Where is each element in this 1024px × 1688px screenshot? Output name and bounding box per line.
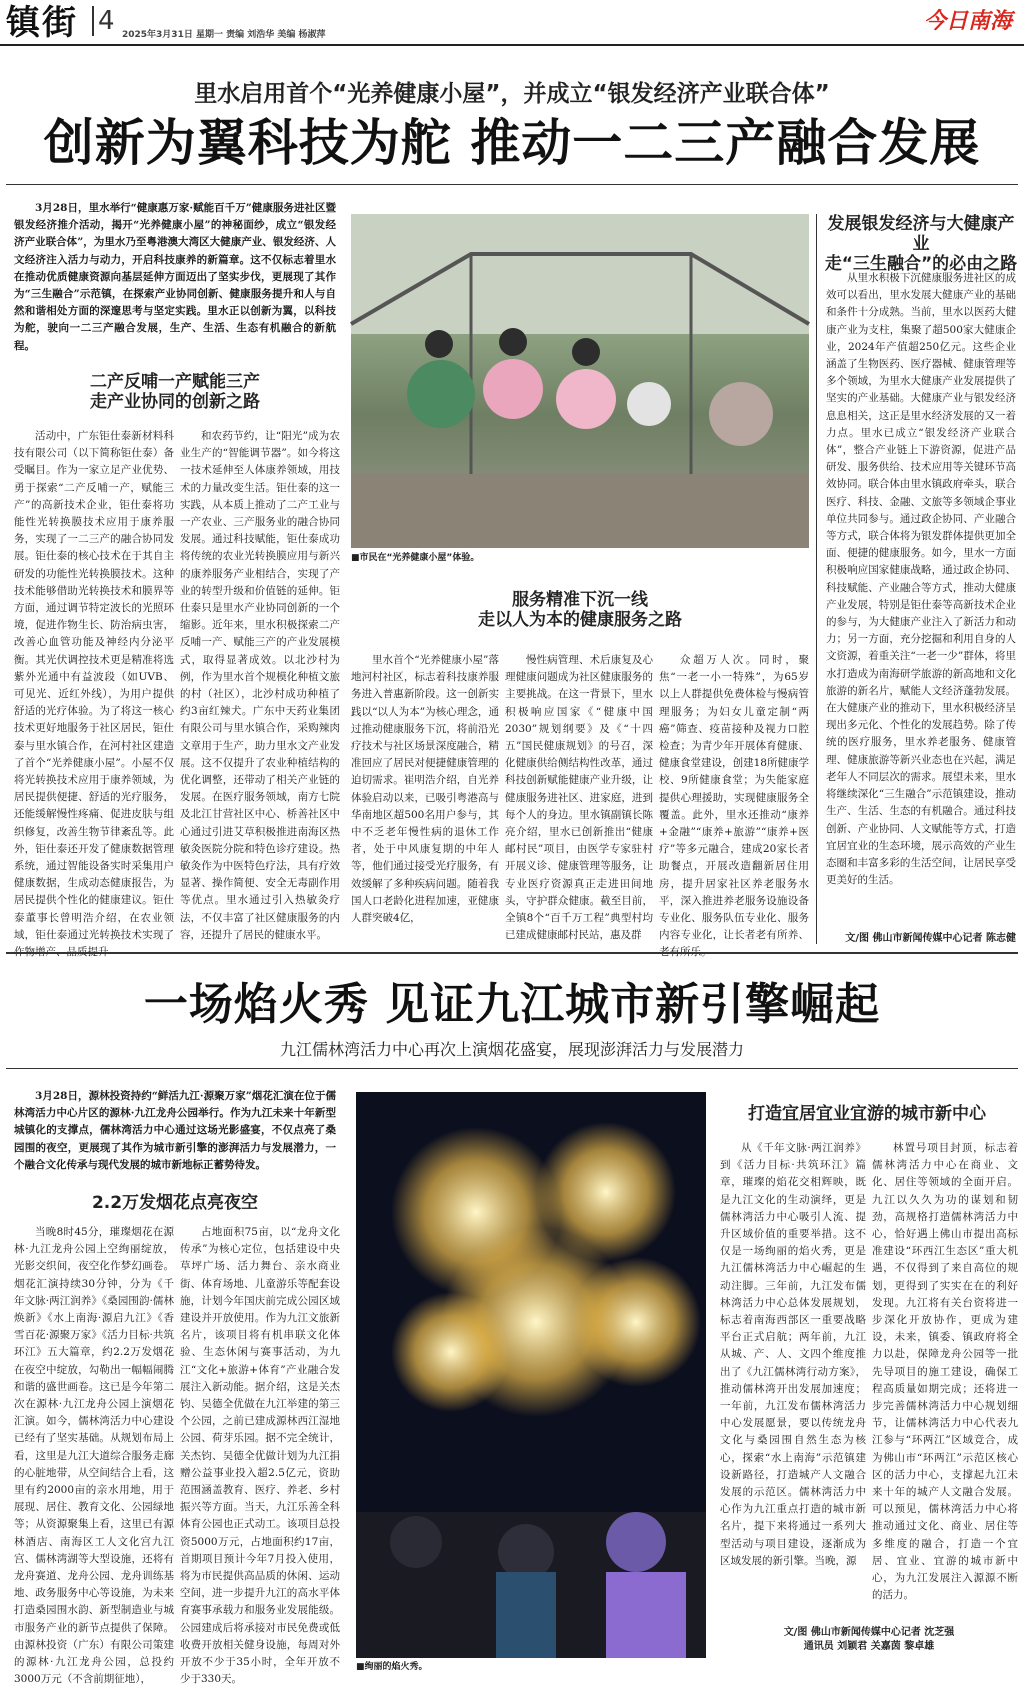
story2-kicker: 九江儒林湾活力中心再次上演烟花盛宴，展现澎湃活力与发展潜力: [279, 1040, 744, 1059]
story2-subhead-2: 打造宜居宜业宜游的城市新中心: [748, 1104, 986, 1124]
health-hut-photo-graphic: [351, 214, 809, 548]
story2-headline: 一场焰火秀 见证九江城市新引擎崛起: [143, 979, 881, 1030]
divider: [6, 1068, 1018, 1069]
story1-subhead-1: 二产反哺一产赋能三产 走产业协同的创新之路: [90, 372, 260, 412]
story1-column-e: 众超万人次。同时，聚焦“一老一小一特殊”，为65岁以上人群提供免费体检与慢病管理服务；为妇女儿童定制“两癌”筛查、疫苗接种及视力口腔检查；为青少年开展体育健康、健康食堂建设，创建18所健康学校、9所健康食堂；为失能家庭提供心理援助，实现健康服务全覆盖。此外，里水还推动“康养+金融”“康养+旅游”“康养+医疗”等多元融合，建成20家长者助餐点，开展改造翻新居住用房，提升居家社区养老服务水平，深入推进养老服务设施设备专业化、服务队伍专业化、服务内容专业化，让长者老有所养、: [659, 654, 809, 942]
section-name: 镇街: [6, 3, 78, 43]
story1-kicker: 里水启用首个“光养健康小屋”，并成立“银发经济产业联合体”: [194, 81, 830, 107]
story2-column-c: 从《千年文脉·两江润养》到《活力目标·共筑环江》篇章，璀璨的焰花交相辉映，既是九江文化的生动演绎，更是儒林湾活力中心吸引人流、提升区域价值的重要举措。这不仅是一场绚丽的焰火秀，更是九江儒林湾活力中心崛起的生动注脚。三年前，九江发布儒林湾活力中心总体发展规划，标志着南海西部区一重要战略平台正式启航；两年前，九江从城、产、人、文四个维度推出了《九江儒林湾行动方案》，推动儒林湾开出发展加速度；一年前，九江发布儒林湾活力中心发展愿景，要以传统龙舟文化与桑园围自然生态为核心，探索“水上南海”示范镇建设新路径，打造城产人文融合发展的示范区。儒林湾活力中心作为九江重点打造的城市新名片，提下来将通过一系列大型活动与项目建设，逐渐成为区域发展的新引擎。当晚，源: [720, 1142, 866, 1567]
story2-column-b: 占地面积75亩，以“龙舟文化传承”为核心定位，包括建设中央草坪广场、活力舞台、亲水商业街、体育场地、儿童游乐等配套设施，计划今年国庆前完成公园区域建设并开放使用。作为九江文旅新名片，该项目将有机串联文化体验、生态休闲与赛事活动，为九江“文化+旅游+体育”产业融合发展注入新动能。据介绍，这是关杰钧、吴德全优做在九江举建的第三个公园，之前已建成源林西江湿地公园、荷芽乐园。据不完全统计，关杰钧、吴德全优做计划为九江捐赠公益事业投入超2.5亿元，资助范围涵盖教育、医疗、养老、乡村振兴等方面。当天，九江乐善全科体育公园也正式动工。该项目总投资5000万元，占地面积约17亩，首期项目预计今年7月投入使用，将为市民提供高品质的休闲、运动空间，进一步提升九江的高水平体育赛事承载力和服务业发展能级。公园建成后将承接对市民免费或低收费开放相关健身设施，每周对外开放不少于35小时，全年开放不少于330天。: [180, 1226, 340, 1686]
story2-column-a: 当晚8时45分，璀璨烟花在源林·九江龙舟公园上空绚丽绽放，光影交织间，夜空化作梦幻画卷。烟花汇演持续30分钟，分为《千年文脉·两江润养》《桑园围韵·儒林焕新》《水上南海·源启九江》《香雪百花·源聚万家》《活力目标·共筑环江》五大篇章，约2.2万发烟花在夜空中绽放，勾勒出一幅幅闹腾和谐的盛世画卷。这已是今年第二次在源林·九江龙舟公园上演烟花汇演。如今，儒林湾活力中心建设已经有了坚实基础。从规划布局上看，这里是九江大道综合服务走廊的心脏地带，从空间结合上看，这里有约2000亩的亲水用地，用于展现、居住、教育文化、公园绿地等；从资源聚集上看，这里已有源林酒店、南海区工人文化宫九江宫、儒林湾湖等大型设施，还将有龙舟赛道、龙舟公园、龙舟训练基地、政务服务中心等设施，为未来打造桑园围水韵、新型制造业与城市服务产业的新节点提供了保障。由源林投资（广东）有限公司策建的源林·九江龙舟公园，总投约3000万元（不含前期征地），: [14, 1226, 174, 1686]
health-hut-photo: [351, 214, 809, 548]
story2-byline: 文/图 佛山市新闻传媒中心记者 沈芝强 通讯员 刘颖君 关嘉茵 黎卓雄: [783, 1627, 955, 1652]
story2-lead: 3月28日，源林投资持约“鲜活九江·源聚万家”烟花汇演在位于儒林湾活力中心片区的源林·九江龙舟公园举行。作为九江未来十年新型城镇化的支撑点，儒林湾活力中心通过这场光影盛宴，不仅点亮了桑园围的夜空，更展现了其作为城市新引擎的澎湃活力与发展潜力，一个融合文化传承与现代发展的城市新地标正蓄势待发。: [14, 1090, 336, 1171]
fireworks-photo-caption: ■绚丽的焰火秀。: [356, 1662, 428, 1672]
fireworks-photo-graphic: [356, 1092, 706, 1658]
story1-column-f: 从里水积极下沉健康服务进社区的成效可以看出，里水发展大健康产业的基础和条件十分成熟。当前，里水以医药大健康产业为支柱，集聚了超500家大健康企业，2024年产值超250亿元。这些企业涵盖了生物医药、医疗器械、健康管理等多个领域，为里水大健康产业发展提供了坚实的产业基础。大健康产业与银发经济息息相关，这正是里水经济发展的又一着力点。里水已成立“银发经济产业联合体”，整合产业链上下游资源，促进产品研发、服务供给、技术应用等关键环节高效协同。联合体由里水镇政府牵头，联合医疗、科技、金融、文旅等多领域企事业单位共同参与。通过政企协同、产业融合等方式，联合体将为银发群体提供更加全面、便捷的健康服务。如今，里水一方面积极响应国家健康战略，通过政企协同、科技赋能、产业融合等方式，推动大健康产业发展，特别是钜仕泰等高新技术企业的参与，为大健康产业注入了新活力和动力；另一方面，充分挖掘和利用自身的人文资源，着重关注“一老一少”群体，将里水打造成为南海研学旅游的新高地和文化旅游的新名片，赋能人文经济蓬勃发展。在大健康产业的推动下，里水积极经济呈现出多元化、个性化的发展趋势。除了传统的医疗服务，里水养老服务、健康管理、健康旅游等新兴业态也在兴起，满足老年人不同层次的需求。展望未来，里水将继续深化“三生融合”示范镇建设，推动生产、生活、生态的有机融合。通过科技创新、产业协同、人文赋能等方式，打造宜居宜业的生态环境，展示高效的产业生态圈和丰富多彩的生活空间，让居民享受更美好的生活。: [826, 272, 1016, 887]
fireworks-photo: [356, 1092, 706, 1658]
issue-meta: 2025年3月31日 星期一 责编 刘浩华 美编 杨淑萍: [122, 30, 326, 40]
column-rule: [816, 214, 817, 944]
newspaper-logo: 今日南海: [923, 8, 1012, 34]
story1-headline: 创新为翼科技为舵 推动一二三产融合发展: [43, 114, 981, 172]
story1-lead: 3月28日，里水举行“健康惠万家·赋能百千万”健康服务进社区暨银发经济推介活动，揭开“光养健康小屋”的神秘面纱，成立“银发经济产业联合体”，为里水乃至粤港澳大湾区大健康产业、银发经济、人文经济注入活力与动力，开启科技康养的新篇章。这不仅标志着里水在推动优质健康资源向基层延伸方面迈出了坚实步伐，更展现了其作为“三生融合”示范镇，在探索产业协同创新、健康服务提升和人与自然和谐相处方面的深邃思考与坚定实践。里水正以创新为翼，以科技为舵，驶向一二三产融合发展，生产、生活、生态有机融合的新航程。: [14, 202, 336, 352]
story2-column-d: 林置号项目封顶，标志着儒林湾活力中心在商业、文化、居住等领域的全面开启。九江以久久为功的谋划和韧劲，高规格打造儒林湾活力中心，恰好遇上佛山市提出高标准建设“环西江生态区”重大机遇，不仅得到了来自高位的规划，更得到了实实在在的利好发现。九江将有关台资将进一步深化开放协作，更成为建设，未来，镇委、镇政府将全力以赴，保障龙舟公园等一批先导项目的施工建设，确保工程高质量如期完成；还将进一步完善儒林湾活力中心规划细节，让儒林湾活力中心代表九江参与“环两江”区域竞合，成为佛山市“环两江”示范区核心区的活力中心，支撑起九江未来十年的城产人文融合发展。可以预见，儒林湾活力中心将推动通过文化、商业、居住等多维度的融合，打造一个宜居、宜业、宜游的城市新中心，为九江发展注入源源不断的活力。: [872, 1142, 1018, 1602]
story1-subhead-2: 服务精准下沉一线 走以人为本的健康服务之路: [478, 590, 682, 630]
divider: [6, 184, 1018, 185]
masthead: [0, 0, 1024, 46]
story-divider: [6, 952, 1018, 954]
story1-column-a: 活动中，广东钜仕泰新材料科技有限公司（以下简称钜仕泰）备受瞩目。作为一家立足产业优势、勇于探索“二产反哺一产，赋能三产”的高新技术企业，钜仕泰将功能性光转换膜技术应用于康养服务，实现了一二三产的融合协同发展。钜仕泰的核心技术在于其自主研发的功能性光转换膜技术。这种技术能够借助光转换技术和膜界等方面，通过调节特定波长的光照环境，促进作物生长、防治病虫害，改善心血管功能及神经内分泌平衡。其光伏调控技术更是精准将选紫外光通中有益波段（如UVB、可见光、近红外线），为用户提供舒适的光疗体验。为了将这一核心技术更好地服务于社区居民，钜仕泰与里水镇合作，在河村社区建造了首个“光养健康小屋”。小屋不仅将光转换技术应用于康养领域，为居民提供便捷、舒适的光疗服务，还能缓解慢性疼痛、促进皮肤与组织修复，改善生物节律紊乱等。此外，钜仕泰还开发了健康数据管理系统，通过智能设备实时采集用户健康数据，生成动态健康报告，为居民提供个性化的健康建议。钜仕泰董事长曾明浩介绍，在农业领域，钜仕泰通过光转换技术实现了: [14, 430, 174, 941]
story2-subhead-1: 2.2万发烟花点亮夜空: [91, 1193, 259, 1213]
health-hut-photo-caption: ■市民在“光养健康小屋”体验。: [351, 553, 480, 563]
story1-byline: 文/图 佛山市新闻传媒中心记者 陈志健: [845, 933, 1016, 944]
page-number: 4: [92, 6, 115, 36]
story1-subhead-3: 发展银发经济与大健康产业 走“三生融合”的必由之路: [824, 214, 1018, 274]
story1-column-b: 和农药节约，让“阳光”成为农业生产的“智能调节器”。如今将这一技术延伸至人体康养领域，用技术的力量改变生活。钜仕泰的这一实践，从本质上推动了二产工业与一产农业、三产服务业的融合协同发展。通过科技赋能，钜仕泰成功将传统的农业光转换膜应用与新兴的康养服务产业相结合，实现了产业的转型升级和价值链的延伸。钜仕泰只是里水产业协同创新的一个缩影。近年来，里水积极探索二产反哺一产、赋能三产的产业发展模式，取得显著成效。以北沙村为例，作为里水首个规模化种植文旅的村（社区），北沙村成功种植了约3亩红辣犬。广东中天药业集团有限公司与里水镇合作，采购辣肉文章用于生产，助力里水文产业发展。这不仅提升了农业种植结构的优化调整，还带动了相关产业链的发展。在医疗服务领域，南方七院及北江甘营社区中心、桥善社区中心通过引进艾草积极推进南海区热敏灸医院分院和特色诊疗建设。热敏灸作为中医特色疗法，具有疗效显著、操作简便、安全无毒副作用等优点。里水通过引入热敏灸疗法，不仅丰富了社区健康服务的内容，还提升了居民的健康水平。: [180, 430, 340, 941]
story1-column-d: 慢性病管理、术后康复及心理健康问题成为社区健康服务的主要挑战。在这一背景下，里水积极响应国家《“健康中国2030”规划纲要》及《“十四五”国民健康规划》的号召，深化健康供给侧结构性改革，通过科技创新赋能健康产业升级，让健康服务进社区、进家庭，进到每个人的身边。里水镇副镇长陈亮介绍，里水已创新推出“健康邮村民”项目，由医学专家驻村开展义诊、健康管理等服务，让专业医疗资源真正走进田间地头，守护群众健康。截至目前，全镇8个“百千万工程”典型村均已建成健康邮村民站，惠及群: [505, 654, 653, 942]
story1-column-c: 里水首个“光养健康小屋”落地河村社区，标志着科技康养服务进入普惠新阶段。这一创新实践以“以人为本”为核心理念，通过推动健康服务下沉，将前沿光疗技术与社区场景深度融合，精准回应了居民对便捷健康管理的迫切需求。崔明浩介绍，自光养体验启动以来，已吸引粤港高与华南地区超500名用户参与，其中不乏老年慢性病的退休工作者，处于中风康复期的中年人等，他们通过接受光疗服务，有效缓解了多种疾病问题。随着我国人口老龄化进程加速，亚健康人群突破4亿，: [351, 654, 499, 925]
